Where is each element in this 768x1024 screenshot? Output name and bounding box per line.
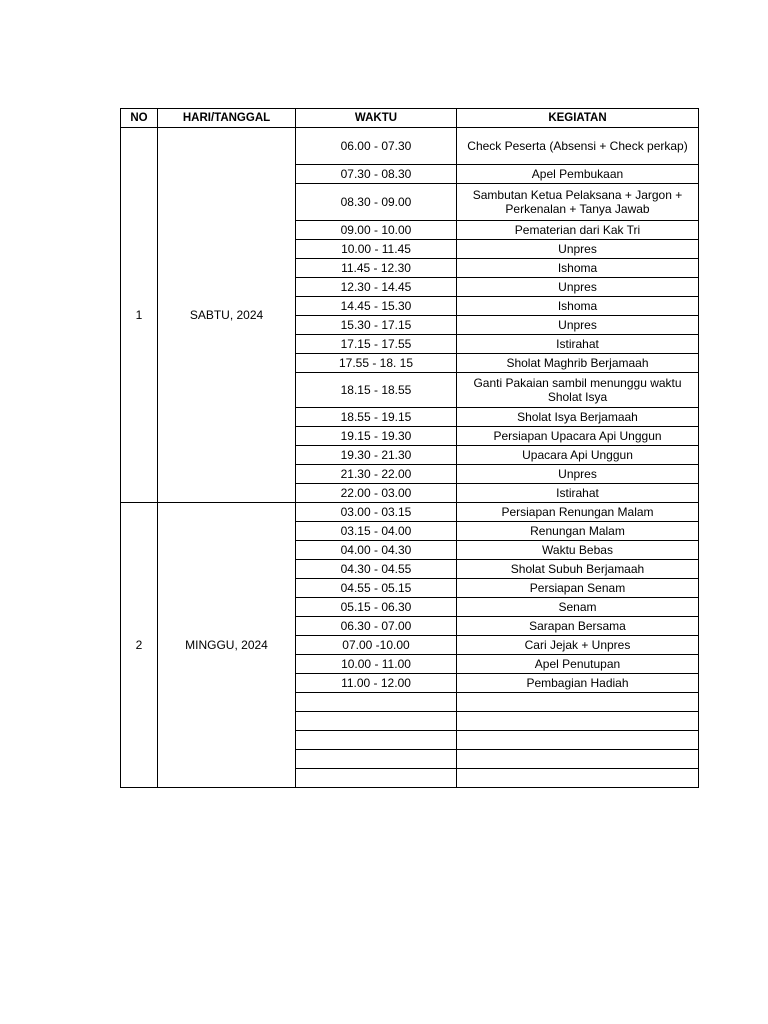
header-waktu: WAKTU bbox=[296, 109, 457, 128]
activity-cell: Waktu Bebas bbox=[457, 541, 699, 560]
time-cell: 19.30 - 21.30 bbox=[296, 446, 457, 465]
time-cell: 14.45 - 15.30 bbox=[296, 297, 457, 316]
activity-cell: Apel Penutupan bbox=[457, 655, 699, 674]
activity-cell: Renungan Malam bbox=[457, 522, 699, 541]
time-cell: 07.30 - 08.30 bbox=[296, 165, 457, 184]
time-cell: 22.00 - 03.00 bbox=[296, 484, 457, 503]
activity-cell bbox=[457, 693, 699, 712]
activity-cell bbox=[457, 769, 699, 788]
activity-cell: Sambutan Ketua Pelaksana + Jargon + Perkenalan + Tanya Jawab bbox=[457, 184, 699, 221]
activity-cell: Senam bbox=[457, 598, 699, 617]
time-cell: 18.55 - 19.15 bbox=[296, 408, 457, 427]
time-cell: 05.15 - 06.30 bbox=[296, 598, 457, 617]
activity-cell bbox=[457, 750, 699, 769]
activity-cell: Unpres bbox=[457, 240, 699, 259]
activity-cell: Unpres bbox=[457, 465, 699, 484]
activity-cell: Sarapan Bersama bbox=[457, 617, 699, 636]
activity-cell: Apel Pembukaan bbox=[457, 165, 699, 184]
activity-cell: Istirahat bbox=[457, 484, 699, 503]
schedule-table bbox=[120, 108, 699, 788]
header-hari-tanggal: HARI/TANGGAL bbox=[158, 109, 296, 128]
time-cell: 12.30 - 14.45 bbox=[296, 278, 457, 297]
day-number: 1 bbox=[121, 128, 158, 503]
time-cell: 21.30 - 22.00 bbox=[296, 465, 457, 484]
activity-cell: Cari Jejak + Unpres bbox=[457, 636, 699, 655]
time-cell bbox=[296, 769, 457, 788]
activity-cell bbox=[457, 731, 699, 750]
table-row bbox=[121, 503, 699, 522]
activity-cell: Pematerian dari Kak Tri bbox=[457, 221, 699, 240]
activity-cell: Sholat Subuh Berjamaah bbox=[457, 560, 699, 579]
schedule-body bbox=[121, 128, 699, 788]
activity-cell: Ganti Pakaian sambil menunggu waktu Sholat Isya bbox=[457, 373, 699, 408]
time-cell: 15.30 - 17.15 bbox=[296, 316, 457, 335]
table-row bbox=[121, 128, 699, 165]
day-number: 2 bbox=[121, 503, 158, 788]
day-label: SABTU, 2024 bbox=[158, 128, 296, 503]
activity-cell: Upacara Api Unggun bbox=[457, 446, 699, 465]
time-cell: 04.55 - 05.15 bbox=[296, 579, 457, 598]
time-cell bbox=[296, 750, 457, 769]
activity-cell: Persiapan Renungan Malam bbox=[457, 503, 699, 522]
time-cell: 06.00 - 07.30 bbox=[296, 128, 457, 165]
time-cell: 03.00 - 03.15 bbox=[296, 503, 457, 522]
activity-cell: Unpres bbox=[457, 278, 699, 297]
time-cell: 03.15 - 04.00 bbox=[296, 522, 457, 541]
activity-cell bbox=[457, 712, 699, 731]
activity-cell: Persiapan Upacara Api Unggun bbox=[457, 427, 699, 446]
time-cell: 10.00 - 11.45 bbox=[296, 240, 457, 259]
time-cell: 11.00 - 12.00 bbox=[296, 674, 457, 693]
time-cell: 18.15 - 18.55 bbox=[296, 373, 457, 408]
time-cell: 09.00 - 10.00 bbox=[296, 221, 457, 240]
time-cell: 06.30 - 07.00 bbox=[296, 617, 457, 636]
activity-cell: Sholat Isya Berjamaah bbox=[457, 408, 699, 427]
time-cell bbox=[296, 693, 457, 712]
activity-cell: Unpres bbox=[457, 316, 699, 335]
activity-cell: Check Peserta (Absensi + Check perkap) bbox=[457, 128, 699, 165]
time-cell bbox=[296, 712, 457, 731]
time-cell: 07.00 -10.00 bbox=[296, 636, 457, 655]
activity-cell: Sholat Maghrib Berjamaah bbox=[457, 354, 699, 373]
activity-cell: Persiapan Senam bbox=[457, 579, 699, 598]
time-cell: 04.30 - 04.55 bbox=[296, 560, 457, 579]
time-cell bbox=[296, 731, 457, 750]
header-no: NO bbox=[121, 109, 158, 128]
activity-cell: Ishoma bbox=[457, 259, 699, 278]
time-cell: 08.30 - 09.00 bbox=[296, 184, 457, 221]
activity-cell: Pembagian Hadiah bbox=[457, 674, 699, 693]
time-cell: 11.45 - 12.30 bbox=[296, 259, 457, 278]
time-cell: 10.00 - 11.00 bbox=[296, 655, 457, 674]
time-cell: 17.15 - 17.55 bbox=[296, 335, 457, 354]
time-cell: 17.55 - 18. 15 bbox=[296, 354, 457, 373]
header-kegiatan: KEGIATAN bbox=[457, 109, 699, 128]
activity-cell: Ishoma bbox=[457, 297, 699, 316]
header-row bbox=[121, 109, 699, 128]
time-cell: 19.15 - 19.30 bbox=[296, 427, 457, 446]
day-label: MINGGU, 2024 bbox=[158, 503, 296, 788]
time-cell: 04.00 - 04.30 bbox=[296, 541, 457, 560]
activity-cell: Istirahat bbox=[457, 335, 699, 354]
